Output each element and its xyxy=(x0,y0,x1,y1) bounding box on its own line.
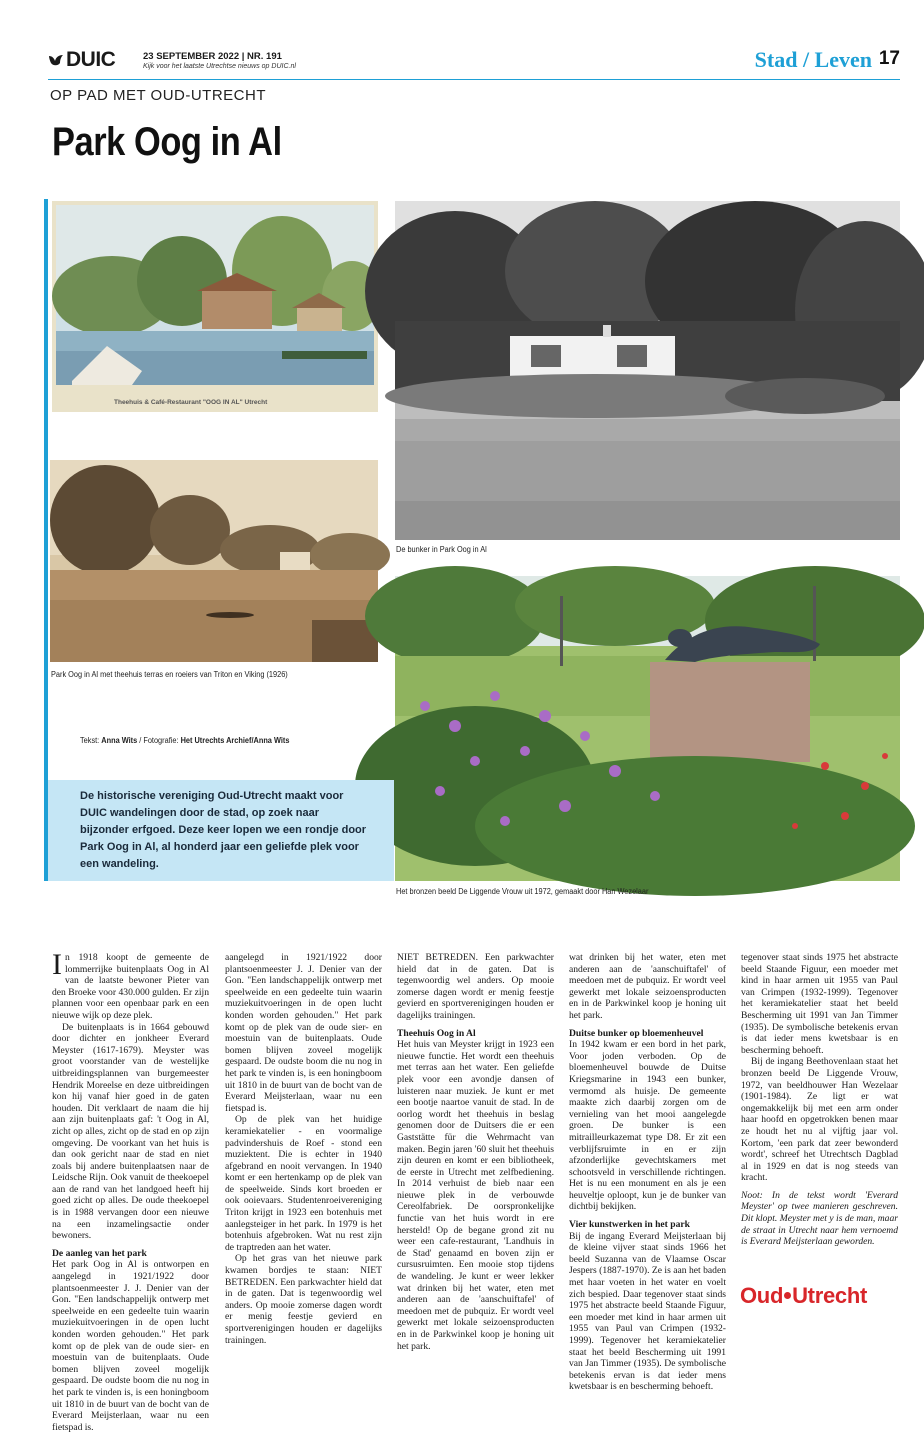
article-credit: Tekst: Anna Wits / Fotografie: Het Utrechts Archief/Anna Wits xyxy=(80,736,290,745)
paragraph: Het huis van Meyster krijgt in 1923 een nieuwe functie. Het wordt een theehuis met terras aan het water. Een geliefde plek voor een avondje dansen of luisteren naar muziek. Je kunt er met een bootje naartoe vanuit de stad. In de oorlog wordt het theehuis in beslag genomen door de Duitsers die er een Gaststätte für die Wehrmacht van maken. Begin jaren '60 sluit het theehuis zijn deuren en komt er een bibliotheek, de eerste in Utrecht met zelfbediening. In 2014 verhuist de bieb naar een nieuwe plek in de verbouwde Cereolfabriek. De oorspronkelijke functie van het huis wordt in ere hersteld! Op de begane grond zit nu weer een cafe-restaurant, 'Landhuis in de Stad' genaamd en boven zijn er cursusruimten. Een mooie stop tijdens de wandeling. Je kunt er weer lekker wat drinken bij het water, eten met anderen aan de 'aanschuiftafel' of meedoen met de pubquiz. Er wordt veel gewerkt met lokale seizoensproducten en in de Parkwinkel koop je honing uit het park. xyxy=(397,1039,554,1352)
paragraph-continued: aangelegd in 1921/1922 door plantsoenmeester J. J. Denier van der Gon. "Een landschappelijk ontwerp met speelweide en een gedeelte tuin waarin muziekuitvoeringen in de open lucht konden worden gehouden." Het park komt op de plek van de oude sier- en moestuin van de buitenplaats. Oude bomen blijven zoveel mogelijk gespaard. De oudste boom die nu nog in het park te vinden is, is een honingboom uit 1810 in de buurt van de bocht van de Everard Meijsterlaan, waar nu een fietspad is. xyxy=(225,952,382,1114)
section-title: Stad / Leven xyxy=(754,47,872,72)
paragraph: De buitenplaats is in 1664 gebouwd door dichter en jonkheer Everard Meyster (1617-1679). Meyster was groot voorstander van de westelijke uitbreidingsplannen van burgemeester Hendrik Moreelse en deze uitbreidingen kon hij vanaf hier goed in de gaten houden. Dit verklaart de naam die hij aan zijn buitenplaats gaf: 't Oog in Al, zicht op alles, zicht op de stad en op zijn omgeving. De voorkant van het huis is dan ook gericht naar de stad en niet zoals bij andere buitenplaatsen naar de Leidsche Rijn. Ook vanuit de theekoepel aan de rand van het landgoed heeft hij goed zicht op alles. De oude theekoepel is in 1988 vervangen door een nieuwe na een inzamelingsactie onder bewoners. xyxy=(52,1021,209,1242)
page-number: 17 xyxy=(878,48,900,69)
author-name: Anna Wits xyxy=(101,736,138,745)
photo-credit: Het Utrechts Archief/Anna Wits xyxy=(180,736,290,745)
paragraph: Het park Oog in Al is ontworpen en aangelegd in 1921/1922 door plantsoenmeester J. J. Denier van der Gon. "Een landschappelijk ontwerp met speelweide en een gedeelte tuin waarin muziekuitvoeringen in de open lucht konden worden gehouden." Het park komt op de plek van de oude sier- en moestuin van de buitenplaats. Oude bomen blijven zoveel mogelijk gespaard. De oudste boom die nu nog in het park te vinden is, is een honingboom uit 1810 in de buurt van de bocht van de Everard Meijsterlaan, waar nu een fietspad is. xyxy=(52,1259,209,1433)
issue-date: 23 SEPTEMBER 2022 | NR. 191 xyxy=(143,51,282,62)
article-title: Park Oog in Al xyxy=(52,120,282,164)
body-column-5 xyxy=(741,952,898,1248)
paragraph: Op de plek van het huidige keramiekatelier - en voormalige padvindershuis de Roef - stond een muziektent. Die is echter in 1940 afgebrand en nooit vervangen. In 1940 komt er een hertenkamp op de plek van de speelweide. Sinds kort broeden er ook ooievaars. Studentenroeivereniging Triton krijgt in 1923 een botenhuis met aanlegsteiger in het park. In 1979 is het botenhuis afgebroken. Wat nu rest zijn de traptreden aan het water. xyxy=(225,1114,382,1253)
rowing-photo xyxy=(50,460,378,662)
subheading: De aanleg van het park xyxy=(52,1247,147,1259)
body-column-2 xyxy=(225,952,382,1346)
subheading: Duitse bunker op bloemenheuvel xyxy=(569,1027,704,1039)
bunker-caption: De bunker in Park Oog in Al xyxy=(396,545,487,554)
body-column-1 xyxy=(52,948,209,1433)
subheading: Vier kunstwerken in het park xyxy=(569,1219,690,1231)
paragraph: Bij de ingang Everard Meijsterlaan bij de kleine vijver staat sinds 1966 het beeld Suzanna van de Vlaamse Oscar Jespers (1887-1970). Ze is aan het baden met haar voeten in het water en voelt zich bespied. Daar tegenover staat sinds 1975 het abstracte beeld Staande Figuur, een moeder met kind in haar armen uit 1955 van Paul van Crimpen (1932-1999). Tegenover het keramiekatelier staat het beeld Bescherming uit 1991 van Jan Timmer (1935). De symbolische betekenis ervan is dat ieder mens kwetsbaar is en bescherming behoeft. xyxy=(569,1230,726,1393)
bunker-photo xyxy=(395,201,900,540)
paragraph-continued: tegenover staat sinds 1975 het abstracte beeld Staande Figuur, een moeder met kind in haar armen uit 1955 van Paul van Crimpen (1932-1999). Tegenover het keramiekatelier staat het beeld Bescherming uit 1991 van Jan Timmer (1935). De symbolische betekenis ervan is dat ieder mens kwetsbaar is en bescherming behoeft. xyxy=(741,952,898,1056)
brand-name: DUIC xyxy=(66,48,116,71)
logo-dot-icon xyxy=(784,1292,791,1299)
statue-photo xyxy=(395,576,900,881)
intro-text: De historische vereniging Oud-Utrecht maakt voor DUIC wandelingen door de stad, op zoek naar bijzonder erfgoed. Deze keer lopen we een rondje door Park Oog in Al, al honderd jaar een geliefde plek voor een wandeling. xyxy=(80,790,367,870)
paragraph-continued: wat drinken bij het water, eten met anderen aan de 'aanschuiftafel' of meedoen met de pubquiz. Er wordt veel gewerkt met lokale seizoensproducten en in de Parkwinkel koop je honing uit het park. xyxy=(569,952,726,1021)
statue-caption: Het bronzen beeld De Liggende Vrouw uit 1972, gemaakt door Han Wezelaar xyxy=(396,887,649,896)
article-kicker: OP PAD MET OUD-UTRECHT xyxy=(50,87,267,104)
header-divider xyxy=(48,79,900,80)
paragraph: n 1918 koopt de gemeente de lommerrijke buitenplaats Oog in Al van de laatste bewoner Pieter van den Broeke voor 430.000 gulden. Er zijn plannen voor een openbaar park en een nieuwe wijk op deze plek. xyxy=(52,952,209,1021)
subheading: Theehuis Oog in Al xyxy=(397,1027,476,1039)
rowing-caption: Park Oog in Al met theehuis terras en roeiers van Triton en Viking (1926) xyxy=(51,670,288,679)
article-note: Noot: In de tekst wordt 'Everard Meyster' op twee manieren geschreven. Dit klopt. Meyster met y is de man, maar de straat in Utrecht naar hem vernoemd is Everard Meijsterlaan geworden. xyxy=(741,1189,898,1248)
duic-bird-icon xyxy=(48,52,64,68)
duic-logo[interactable] xyxy=(48,48,115,72)
accent-bar xyxy=(44,199,48,881)
paragraph: In 1942 kwam er een bord in het park, Voor joden verboden. Op de bloemenheuvel bouwde de Duitse Kriegsmarine in 1943 een bunker, vermomd als huisje. De gemeente maakte zich daarbij zorgen om de vernieling van het mooi aangelegde groen. De bunker is een mitrailleurkazemat type D8. Er zit een verblijfsruimte in en er zijn afzonderlijke gevechtskamers met schootsveld in verschillende richtingen. Het is nu een monument en als je een heuveltje oploopt, kun je de bunker van dichtbij bekijken. xyxy=(569,1039,726,1213)
paragraph-continued: NIET BETREDEN. Een parkwachter hield dat in de gaten. Dat is tegenwoordig wel anders. Op mooie zomerse dagen wordt er menig feestje gevierd en sportverenigingen houden er dagelijks trainingen. xyxy=(397,952,554,1021)
paragraph: Bij de ingang Beethovenlaan staat het bronzen beeld De Liggende Vrouw, 1972, van beeldhouwer Han Wezelaar (1901-1984). Ze ligt er wat ongemakkelijk bij met een arm onder haar hoofd en opgetrokken benen maar ze houdt het nu al vijftig jaar vol. Kortom, 'een park dat zeer bewonderd wordt', schreef het Utrechtsch Dagblad al in 1929 en dat is nog steeds van kracht. xyxy=(741,1056,898,1184)
paragraph: Op het gras van het nieuwe park kwamen bordjes te staan: NIET BETREDEN. Een parkwachter hield dat in de gaten. Dat is tegenwoordig wel anders. Op mooie zomerse dagen wordt er menig feestje gevierd en sportverenigingen houden er dagelijks trainingen. xyxy=(225,1253,382,1346)
body-column-3 xyxy=(397,952,554,1352)
drop-cap: I xyxy=(52,948,62,981)
postcard-photo xyxy=(52,201,378,412)
header-tagline: Kijk voor het laatste Utrechtse nieuws op DUIC.nl xyxy=(143,63,296,70)
oud-utrecht-logo[interactable]: Oud Utrecht xyxy=(740,1283,868,1308)
postcard-caption: Theehuis & Café-Restaurant "OOG IN AL" Utrecht xyxy=(114,399,268,406)
body-column-4 xyxy=(569,952,726,1393)
